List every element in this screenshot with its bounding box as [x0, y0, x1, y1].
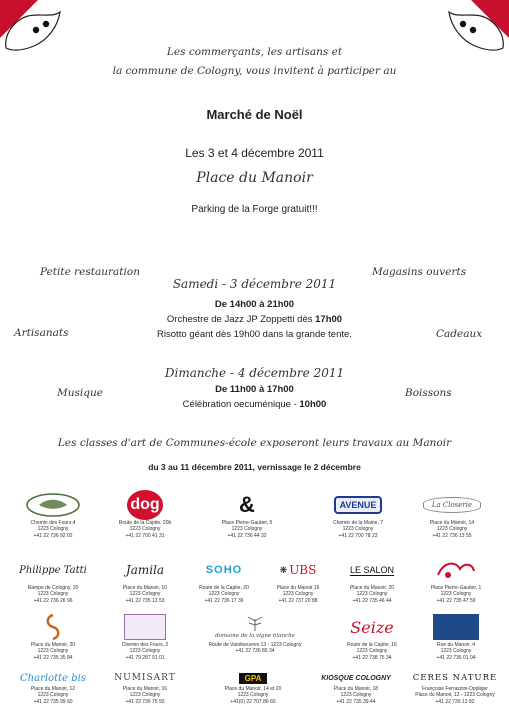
sponsor-card [15, 490, 91, 539]
sponsor-logo-icon [320, 490, 396, 520]
sponsor-address-line: Place du Manoir, 20 [30, 642, 76, 648]
sponsor-address-line: +41(0) 22 707 86 60 [230, 698, 276, 705]
sponsor-logo-icon [15, 555, 91, 585]
sponsor-logo-icon [186, 555, 262, 585]
philippe-tatti-logo-text: Philippe Tatti [19, 564, 87, 576]
sponsor-address [15, 686, 91, 705]
sponsor-address-line: +41 22 738 75 34 [352, 654, 392, 661]
event-place: Place du Manoir [196, 170, 313, 186]
sponsor-card [107, 490, 183, 539]
sponsor-card [15, 555, 91, 604]
sponsor-card [215, 670, 291, 705]
sponsor-logo-icon [209, 490, 285, 520]
sponsor-card [320, 490, 396, 539]
sponsor-address-line: +41 22 736 01 04 [436, 654, 476, 661]
sponsor-logo-icon [107, 670, 183, 686]
saturday-concert [0, 313, 509, 327]
sponsor-address-line: +41 22 736 80 34 [235, 648, 275, 655]
sponsor-address-line: 1223 Cologny [231, 526, 263, 533]
sponsor-address-line: Place du Manoir, 12 [30, 686, 76, 692]
side-label-musique: Musique [57, 387, 103, 399]
sponsor-address-line: 1223 Cologny [340, 692, 372, 699]
charlotte-bis-logo-text: Charlotte bis [20, 672, 86, 684]
sponsor-address-line: 1223 Cologny [129, 526, 161, 533]
sponsor-logo-icon [107, 612, 183, 642]
sponsor-address-line: 1223 Cologny [129, 591, 161, 598]
sponsor-address [15, 585, 91, 604]
sponsor-card [107, 612, 183, 661]
saturday-risotto: Risotto géant dès 19h00 dans la grande tente. [157, 329, 352, 340]
sponsor-address-line: Rue du Manoir, 4 [436, 642, 476, 648]
sponsor-logo-icon [107, 555, 183, 585]
sponsor-address [186, 585, 262, 604]
invitation-line-2: la commune de Cologny, vous invitent à participer au [112, 65, 397, 77]
sponsor-address [260, 585, 336, 604]
dog-logo-text: dog [127, 490, 163, 520]
sponsor-address-line: Chemin de la Mairie, 7 [332, 520, 384, 526]
sponsor-address-line: Place du Manoir, 18 [333, 686, 379, 692]
ubs-keys-icon: ❋ [279, 564, 288, 575]
side-label-cadeaux: Cadeaux [436, 328, 483, 340]
sponsor-address-line: 1223 Cologny [356, 591, 388, 598]
vigne-blanche-logo-text: domaine de la vigne blanche [215, 633, 295, 639]
sponsor-logo-icon [405, 670, 505, 686]
sponsor-address-line: +41 22 736 13 82 [435, 698, 475, 705]
sponsor-logo-icon [334, 612, 410, 642]
event-title: Marché de Noël [206, 107, 303, 122]
sponsor-address [209, 520, 285, 539]
sponsor-card [107, 670, 183, 705]
sponsor-address-line: 1223 Cologny [129, 692, 161, 699]
sponsor-address-line: 1223 Cologny [237, 692, 269, 699]
sponsor-address-line: Place du Manoir, 10 [122, 585, 168, 591]
gpa-logo-text: GPA [239, 673, 268, 684]
side-label-magasins: Magasins ouverts [372, 266, 467, 278]
side-label-artisanats: Artisanats [14, 327, 69, 339]
sponsor-card [260, 555, 336, 604]
saturday-concert-text: Orchestre de Jazz JP Zoppetti dès [166, 314, 316, 325]
sponsor-address [107, 642, 183, 661]
sponsor-card [405, 670, 505, 705]
sponsor-card [195, 612, 315, 655]
sponsor-card [186, 555, 262, 604]
sponsor-address-line: Place du Manoir, 14 et 20 [224, 686, 282, 692]
sponsor-address-line: Chemin des Fours, 2 [121, 642, 169, 648]
sponsor-logo-icon [418, 555, 494, 585]
sponsor-address-line: Chemin des Fours,4 [30, 520, 76, 526]
sponsor-address [405, 686, 505, 705]
sponsor-logo-icon [414, 490, 490, 520]
sponsor-address-line: 1223 Cologny [282, 591, 314, 598]
sponsor-address [107, 686, 183, 705]
sponsor-address-line: Route de la Capite, 16 [347, 642, 397, 648]
sponsor-logo-icon [107, 490, 183, 520]
sponsor-address-line: +41 22 700 41 31 [125, 532, 165, 539]
le-salon-logo-text: LE SALON [349, 564, 395, 575]
sponsor-address-line: +41 22 736 13 55 [432, 532, 472, 539]
sponsor-address-line: 1223 Cologny [208, 591, 240, 598]
sponsor-address-line: +41 22 735 13 53 [125, 597, 165, 604]
sponsor-address-line: Place du Manoir, 14 [429, 520, 475, 526]
sponsor-address [195, 642, 315, 655]
sponsor-address-line: Place du Manoir, 16 [122, 686, 168, 692]
sponsor-address [320, 520, 396, 539]
sponsor-address-line: +41 22 736 44 32 [227, 532, 267, 539]
soho-logo-text: SOHO [205, 564, 243, 576]
sponsor-address-line: Route de Vandoeuvres 13 - 1223 Cologny [208, 642, 302, 648]
saturday-hours: De 14h00 à 21h00 [214, 299, 295, 310]
sponsor-address-line: +41 79 287 91 01 [125, 654, 165, 661]
ampersand-logo-text: & [239, 492, 255, 517]
sponsor-address-line: 1223 Cologny [37, 591, 69, 598]
event-dates: Les 3 et 4 décembre 2011 [185, 146, 324, 160]
sponsor-address-line: Route de la Capite, 20 [199, 585, 249, 591]
sponsor-address [334, 642, 410, 661]
sponsor-address [318, 686, 394, 705]
sponsor-card [418, 612, 494, 661]
sponsor-address [414, 520, 490, 539]
sponsor-logo-icon [15, 490, 91, 520]
sponsor-address [107, 585, 183, 604]
sponsor-card [334, 555, 410, 604]
sponsor-address-line: +41 22 700 78 23 [338, 532, 378, 539]
sponsor-address [418, 642, 494, 661]
classes-announcement: Les classes d'art de Communes-école exposeront leurs travaux au Manoir [57, 437, 452, 449]
sponsor-address [15, 642, 91, 661]
sponsor-card [209, 490, 285, 539]
sponsor-address-line: 1223 Cologny [342, 526, 374, 533]
sunday-celebration [0, 398, 509, 412]
sponsor-card [318, 670, 394, 705]
side-label-petite-restauration: Petite restauration [40, 266, 140, 278]
sponsor-address [334, 585, 410, 604]
jamila-logo-text: Jamila [125, 563, 165, 577]
sponsor-card [418, 555, 494, 604]
sponsor-logo-icon [15, 612, 91, 642]
sponsor-address-line: Place Pierre-Gautier, 1 [430, 585, 482, 591]
sponsor-address-line: 1223 Cologny [37, 526, 69, 533]
sponsor-address-line: 1223 Cologny [440, 591, 472, 598]
numisart-logo-text: NUMISART [114, 673, 176, 683]
sponsor-address [15, 520, 91, 539]
sponsor-logo-icon [215, 670, 291, 686]
sponsor-address-line: +41 22 737 20 88 [278, 597, 318, 604]
sponsor-address-line: 1223 Cologny [356, 648, 388, 655]
sponsor-address-line: +41 22 735 46 44 [352, 597, 392, 604]
vernissage-dates: du 3 au 11 décembre 2011, vernissage le 2 décembre [148, 462, 361, 472]
sponsor-address-line: +41 22 735 35 84 [33, 654, 73, 661]
sponsor-address-line: Place du Manoir, 12 - 1223 Cologny [415, 692, 495, 699]
sponsor-logo-icon [260, 555, 336, 585]
sunday-celebration-time: 10h00 [299, 399, 327, 410]
sponsor-address-line: 1223 Cologny [440, 648, 472, 655]
side-label-boissons: Boissons [405, 387, 452, 399]
sponsor-card [15, 670, 91, 705]
sunday-heading: Dimanche - 4 décembre 2011 [164, 366, 345, 380]
sponsor-address-line: +41 22 736 17 36 [204, 597, 244, 604]
sponsor-card [334, 612, 410, 661]
seize-logo-text: Seize [350, 617, 394, 637]
sponsor-address [418, 585, 494, 604]
kiosque-logo-text: KIOSQUE COLOGNY [321, 674, 391, 682]
sponsor-address [215, 686, 291, 705]
sponsor-address-line: +41 22 736 26 96 [33, 597, 73, 604]
sponsor-address-line: Rampe de Cologny, 20 [27, 585, 79, 591]
sponsor-address-line: +41 22 735 39 44 [336, 698, 376, 705]
ubs-logo-text: UBS [289, 563, 317, 577]
sponsor-address-line: +41 22 735 99 60 [33, 698, 73, 705]
sponsor-card [107, 555, 183, 604]
sponsor-logo-icon [418, 612, 494, 642]
sponsor-logo-icon [334, 555, 410, 585]
sponsor-address-line: Françoise Ferrazzini-Oppliger [422, 686, 488, 692]
sponsor-address-line: +41 22 735 47 59 [436, 597, 476, 604]
sponsor-address-line: 1223 Cologny [129, 648, 161, 655]
sponsor-address-line: 1223 Cologny [37, 648, 69, 655]
parking-note: Parking de la Forge gratuit!!! [191, 204, 318, 215]
la-closerie-logo-text: La Closerie [423, 497, 481, 513]
ceres-nature-logo-text: CERES NATURE [412, 673, 498, 683]
sponsor-address-line: +41 22 736 75 93 [125, 698, 165, 705]
sponsor-address-line: 1223 Cologny [436, 526, 468, 533]
sponsor-logo-icon [195, 612, 315, 642]
sunday-celebration-text: Célébration oecuménique - [182, 399, 300, 410]
sunday-hours: De 11h00 à 17h00 [215, 384, 294, 395]
sponsor-card [414, 490, 490, 539]
sponsor-card [15, 612, 91, 661]
saturday-heading: Samedi - 3 décembre 2011 [172, 277, 337, 291]
sponsor-address [107, 520, 183, 539]
invitation-line-1: Les commerçants, les artisans et [166, 46, 343, 58]
sponsor-address-line: +41 22 736 92 02 [33, 532, 73, 539]
avenue-logo-text: AVENUE [334, 496, 383, 514]
sponsor-address-line: Place du Manoir,16 [276, 585, 320, 591]
sponsor-address-line: Place du Manoir, 20 [349, 585, 395, 591]
sponsor-logo-icon [318, 670, 394, 686]
sponsor-address-line: Route de la Capite, 20b [118, 520, 172, 526]
sponsor-address-line: Place Pierre-Gautier, 5 [221, 520, 273, 526]
saturday-concert-time: 17h00 [315, 314, 343, 325]
sponsor-address-line: 1223 Cologny [37, 692, 69, 699]
sponsor-logo-icon [15, 670, 91, 686]
